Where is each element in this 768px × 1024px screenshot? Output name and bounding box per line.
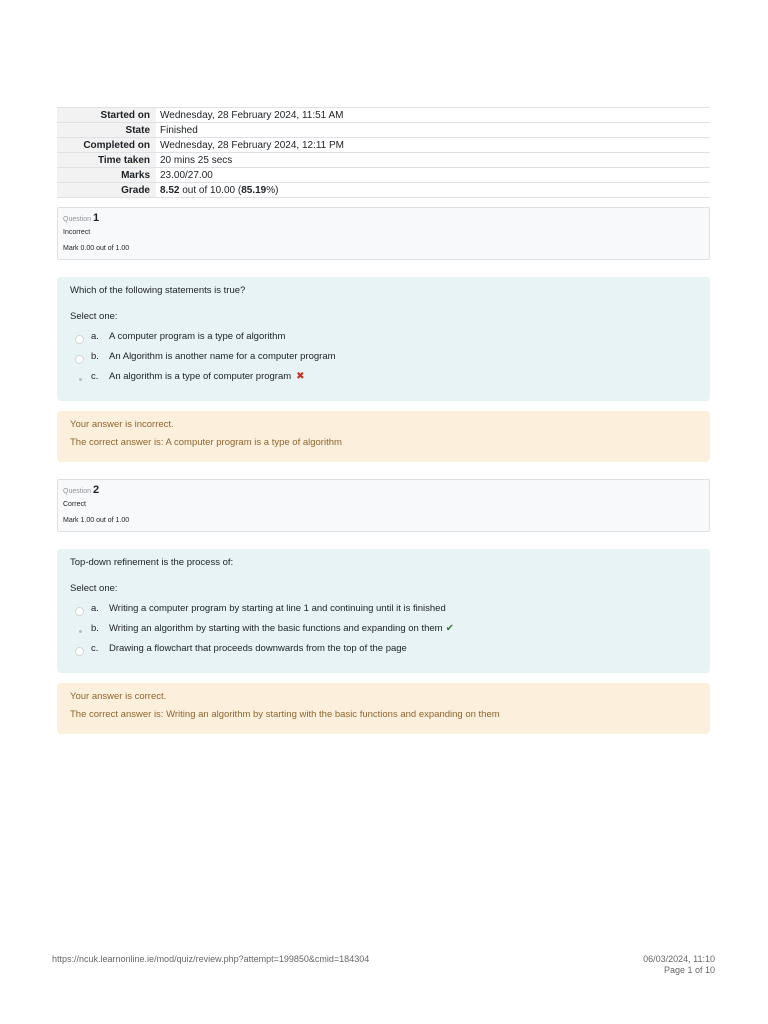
option-text: Writing an algorithm by starting with the basic functions and expanding on them — [109, 622, 443, 634]
option-text: An Algorithm is another name for a computer program — [109, 350, 336, 362]
select-prompt: Select one: — [70, 583, 118, 594]
right-answer-text: The correct answer is: Writing an algorithm by starting with the basic functions and expanding on them — [70, 709, 500, 720]
grade-out-of: out of 10.00 ( — [179, 184, 242, 196]
grade-value — [156, 183, 710, 198]
option-letter: c. — [91, 370, 99, 382]
option-letter: a. — [91, 330, 99, 342]
question-formulation-1 — [57, 277, 710, 401]
answer-option-b[interactable] — [75, 348, 336, 364]
incorrect-x-icon: ✖ — [296, 370, 305, 382]
option-letter: c. — [91, 642, 99, 654]
question-text: Top-down refinement is the process of: — [70, 557, 234, 568]
summary-label: Completed on — [57, 138, 156, 153]
grade-score: 8.52 — [160, 184, 180, 196]
page-url: https://ncuk.learnonline.ie/mod/quiz/review.php?attempt=199850&cmid=184304 — [52, 954, 370, 964]
attempt-summary-table — [57, 107, 710, 198]
print-datetime: 06/03/2024, 11:10 — [643, 954, 715, 964]
summary-row-state — [57, 123, 710, 138]
feedback-text: Your answer is incorrect. — [70, 419, 174, 430]
question-number — [63, 484, 99, 496]
summary-row-completed — [57, 138, 710, 153]
option-text: An algorithm is a type of computer program — [109, 370, 292, 382]
option-letter: b. — [91, 350, 99, 362]
radio-button-selected[interactable] — [75, 375, 84, 384]
radio-button-selected[interactable] — [75, 627, 84, 636]
answer-option-b[interactable] — [75, 620, 454, 636]
summary-row-started — [57, 108, 710, 123]
question-num: 1 — [93, 212, 100, 224]
answer-option-c[interactable] — [75, 368, 305, 384]
question-info-2 — [57, 479, 710, 532]
question-state: Correct — [63, 501, 86, 508]
question-outcome-2 — [57, 683, 710, 734]
question-prefix: Question — [63, 216, 92, 223]
summary-value: Wednesday, 28 February 2024, 11:51 AM — [160, 109, 344, 121]
question-outcome-1 — [57, 411, 710, 462]
question-number — [63, 212, 99, 224]
answer-option-c[interactable] — [75, 640, 407, 656]
grade-percent: 85.19 — [241, 184, 267, 196]
summary-label: Grade — [57, 183, 156, 198]
question-info-1 — [57, 207, 710, 260]
summary-label: Started on — [57, 108, 156, 123]
summary-row-time-taken — [57, 153, 710, 168]
radio-button[interactable] — [75, 355, 84, 364]
right-answer-text: The correct answer is: A computer program is a type of algorithm — [70, 437, 342, 448]
radio-button[interactable] — [75, 647, 84, 656]
feedback-text: Your answer is correct. — [70, 691, 167, 702]
option-text: Writing a computer program by starting at line 1 and continuing until it is finished — [109, 602, 446, 614]
question-num: 2 — [93, 484, 100, 496]
summary-value: 23.00/27.00 — [160, 169, 213, 181]
summary-label: State — [57, 123, 156, 138]
option-letter: b. — [91, 622, 99, 634]
summary-label: Time taken — [57, 153, 156, 168]
summary-value: Finished — [160, 124, 198, 136]
summary-row-grade — [57, 183, 710, 198]
summary-value: 20 mins 25 secs — [160, 154, 233, 166]
answer-option-a[interactable] — [75, 600, 446, 616]
summary-label: Marks — [57, 168, 156, 183]
question-prefix: Question — [63, 488, 92, 495]
correct-check-icon: ✔ — [445, 622, 454, 634]
option-letter: a. — [91, 602, 99, 614]
question-text: Which of the following statements is true? — [70, 285, 246, 296]
grade-suffix: %) — [266, 184, 279, 196]
radio-button[interactable] — [75, 607, 84, 616]
question-state: Incorrect — [63, 229, 91, 236]
option-text: Drawing a flowchart that proceeds downwards from the top of the page — [109, 642, 407, 654]
page-number: Page 1 of 10 — [663, 965, 715, 975]
summary-row-marks — [57, 168, 710, 183]
radio-button[interactable] — [75, 335, 84, 344]
summary-value: Wednesday, 28 February 2024, 12:11 PM — [160, 139, 344, 151]
select-prompt: Select one: — [70, 311, 118, 322]
question-mark: Mark 0.00 out of 1.00 — [63, 245, 130, 252]
print-footer-right — [643, 954, 715, 976]
question-formulation-2 — [57, 549, 710, 673]
option-text: A computer program is a type of algorithm — [109, 330, 286, 342]
answer-option-a[interactable] — [75, 328, 285, 344]
question-mark: Mark 1.00 out of 1.00 — [63, 517, 130, 524]
